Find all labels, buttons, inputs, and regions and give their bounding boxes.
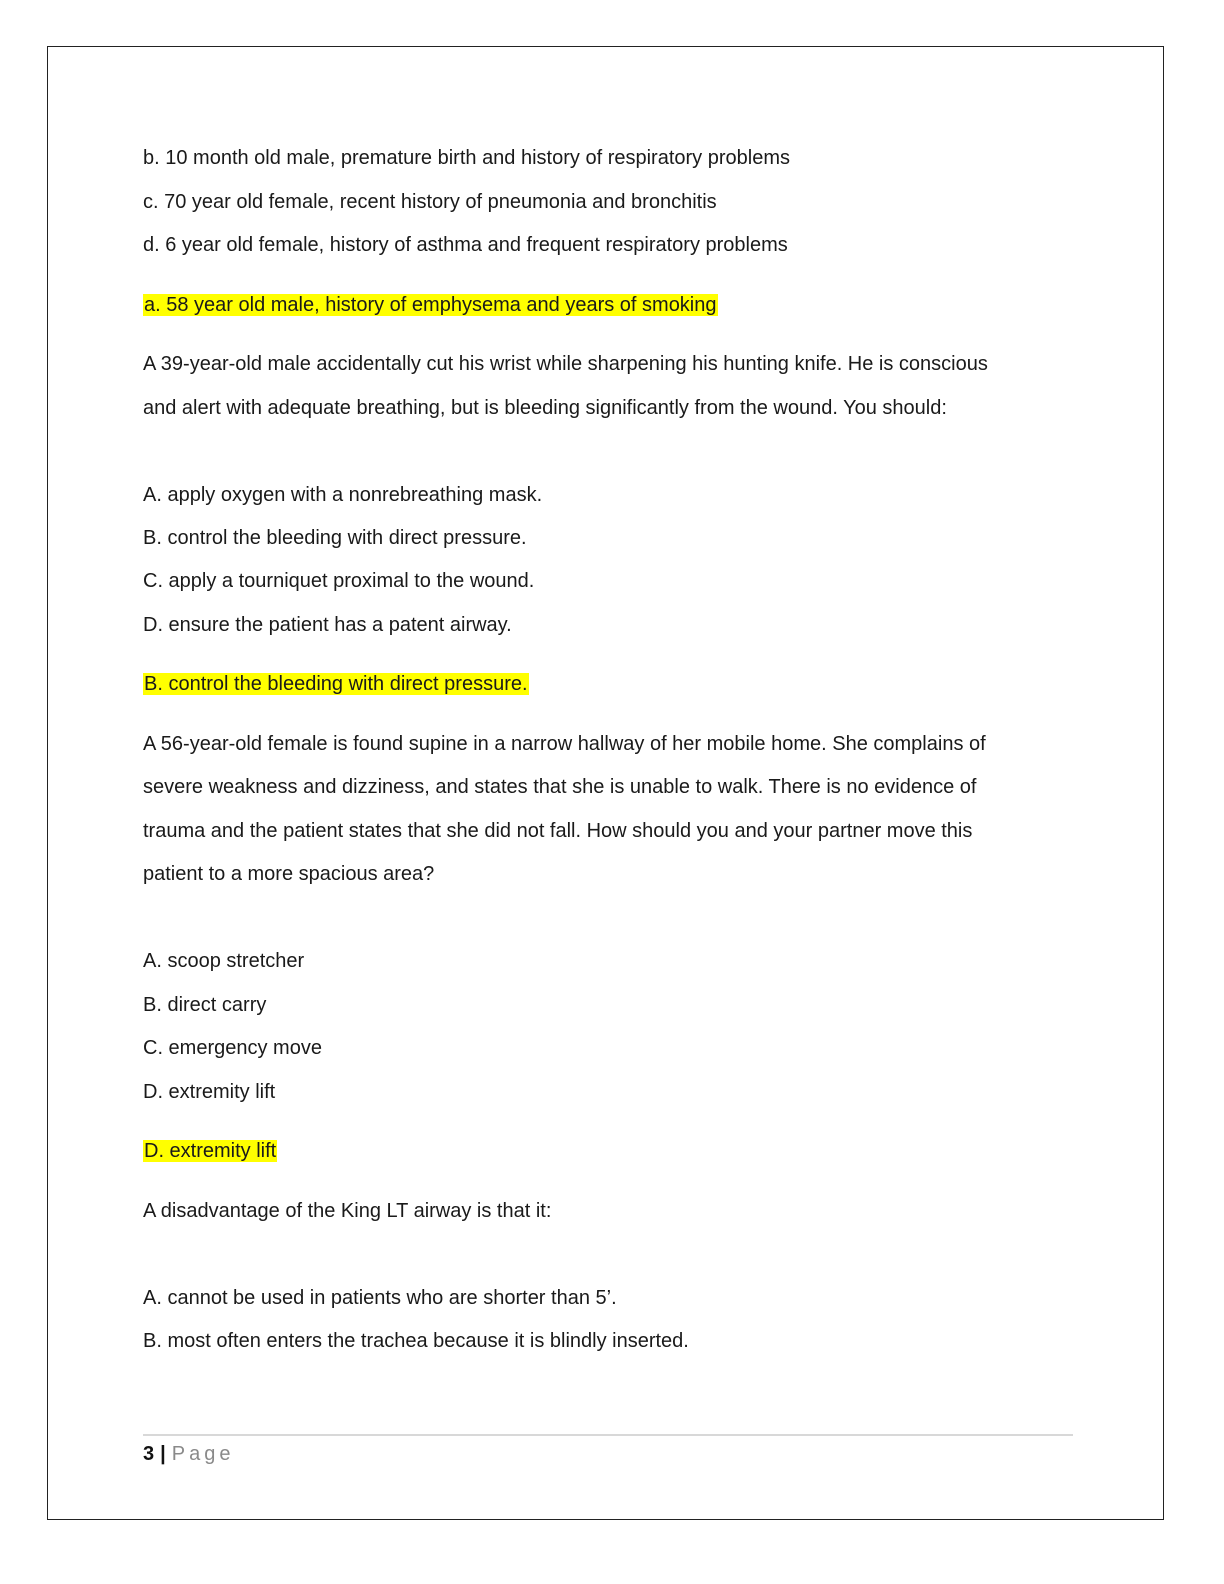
footer-separator: | <box>160 1443 166 1465</box>
answer-option: C. emergency move <box>143 1037 322 1059</box>
answer-option: b. 10 month old male, premature birth and history of respiratory problems <box>143 147 790 169</box>
answer-option: B. control the bleeding with direct pressure. <box>143 527 527 549</box>
answer-option: A. scoop stretcher <box>143 950 305 972</box>
page-label: Page <box>171 1443 235 1465</box>
highlighted-answer: a. 58 year old male, history of emphysema and years of smoking <box>144 294 717 316</box>
page-footer <box>143 1441 234 1467</box>
question-text: severe weakness and dizziness, and states that she is unable to walk. There is no evidence of <box>143 776 977 798</box>
question-text: and alert with adequate breathing, but is bleeding significantly from the wound. You should: <box>143 397 947 419</box>
question-text: A disadvantage of the King LT airway is that it: <box>143 1200 552 1222</box>
answer-option: d. 6 year old female, history of asthma and frequent respiratory problems <box>143 234 788 256</box>
answer-option: B. most often enters the trachea because it is blindly inserted. <box>143 1330 689 1352</box>
page-number: 3 <box>143 1443 155 1465</box>
question-text: A 56-year-old female is found supine in a narrow hallway of her mobile home. She complains of <box>143 733 986 755</box>
footer-divider <box>143 1434 1073 1436</box>
answer-option: A. apply oxygen with a nonrebreathing mask. <box>143 484 543 506</box>
question-text: patient to a more spacious area? <box>143 863 435 885</box>
highlighted-answer: B. control the bleeding with direct pressure. <box>144 673 528 695</box>
question-text: trauma and the patient states that she did not fall. How should you and your partner move this <box>143 820 973 842</box>
answer-option: D. extremity lift <box>143 1081 276 1103</box>
question-text: A 39-year-old male accidentally cut his wrist while sharpening his hunting knife. He is conscious <box>143 353 988 375</box>
answer-option: c. 70 year old female, recent history of pneumonia and bronchitis <box>143 191 717 213</box>
answer-option: A. cannot be used in patients who are shorter than 5’. <box>143 1287 617 1309</box>
answer-option: B. direct carry <box>143 994 267 1016</box>
highlighted-answer: D. extremity lift <box>144 1140 277 1162</box>
answer-option: D. ensure the patient has a patent airway. <box>143 614 512 636</box>
answer-option: C. apply a tourniquet proximal to the wound. <box>143 570 535 592</box>
